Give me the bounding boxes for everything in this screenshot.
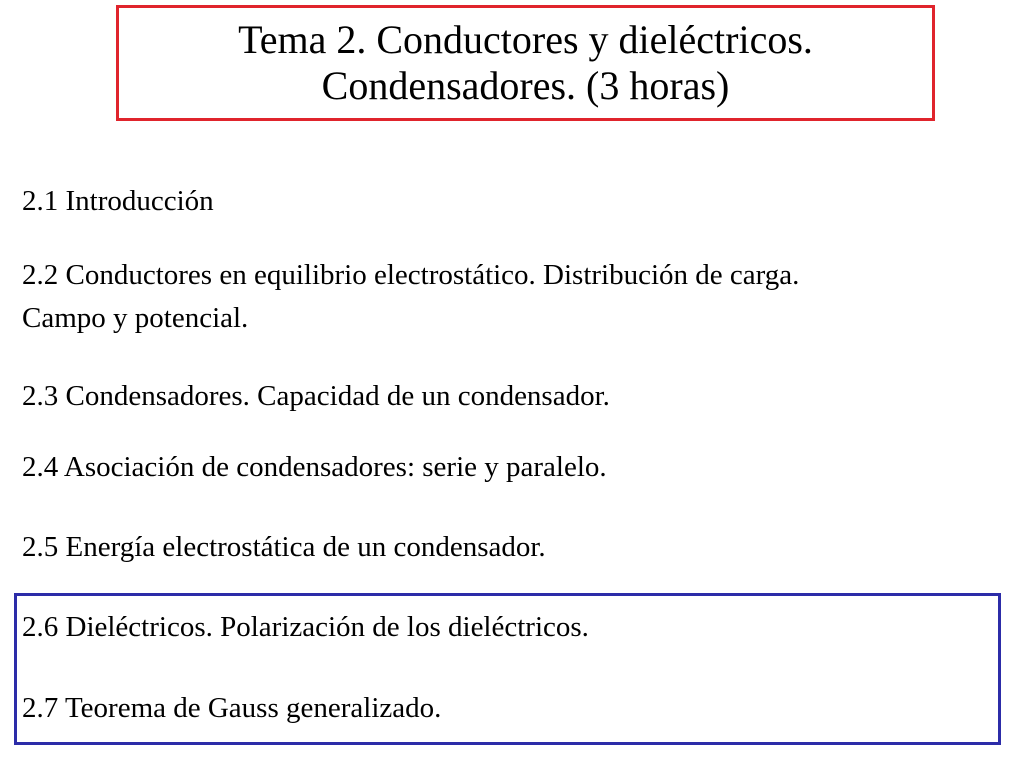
topic-item-2-5: 2.5 Energía electrostática de un condensador.	[22, 531, 546, 563]
page-title-line-2: Condensadores. (3 horas)	[321, 63, 730, 108]
topic-item-2-7: 2.7 Teorema de Gauss generalizado.	[22, 692, 442, 724]
page-title-line-1: Tema 2. Conductores y dieléctricos.	[238, 17, 813, 62]
topic-item-2-4: 2.4 Asociación de condensadores: serie y paralelo.	[22, 451, 607, 483]
title-box	[116, 5, 935, 121]
topic-item-2-2: 2.2 Conductores en equilibrio electrostático. Distribución de carga.	[22, 259, 800, 291]
topic-item-2-1: 2.1 Introducción	[22, 185, 214, 217]
topic-item-2-2-continued: Campo y potencial.	[22, 302, 249, 334]
topic-item-2-3: 2.3 Condensadores. Capacidad de un condensador.	[22, 380, 610, 412]
topic-item-2-6: 2.6 Dieléctricos. Polarización de los dieléctricos.	[22, 611, 589, 643]
